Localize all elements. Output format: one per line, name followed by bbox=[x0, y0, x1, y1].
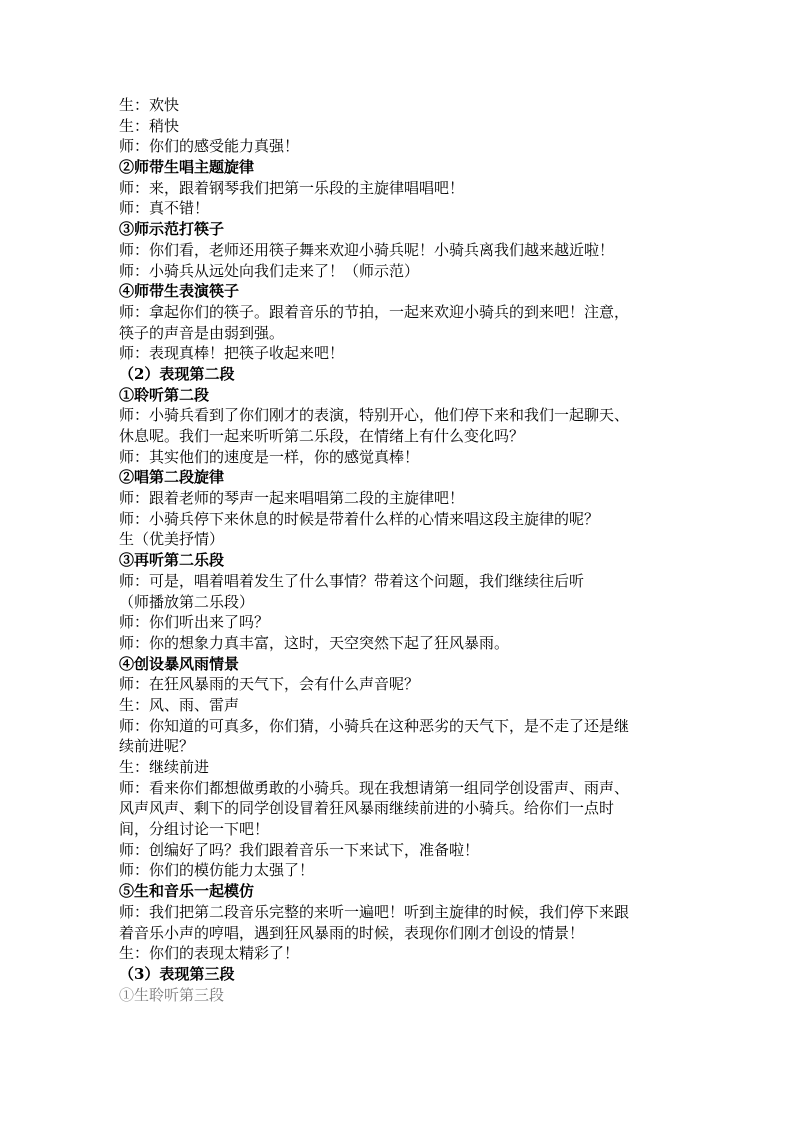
text-line: 续前进呢？ bbox=[119, 737, 195, 756]
text-line: 师：你们的感受能力真强！ bbox=[119, 137, 300, 156]
text-line: 师：我们把第二段音乐完整的来听一遍吧！听到主旋律的时候，我们停下来跟 bbox=[119, 902, 630, 921]
text-line: 师：创编好了吗？我们跟着音乐一下来试下，准备啦！ bbox=[119, 840, 480, 859]
text-line: 师：你们看，老师还用筷子舞来欢迎小骑兵呢！小骑兵离我们越来越近啦！ bbox=[119, 240, 615, 259]
text-line: 师：可是，唱着唱着发生了什么事情？带着这个问题，我们继续往后听 bbox=[119, 571, 585, 590]
step-heading: ②唱第二段旋律 bbox=[119, 468, 225, 487]
text-line: 筷子的声音是由弱到强。 bbox=[119, 323, 285, 342]
text-line: 风声风声、剩下的同学创设冒着狂风暴雨继续前进的小骑兵。给你们一点时 bbox=[119, 799, 615, 818]
text-line: 师：来，跟着钢琴我们把第一乐段的主旋律唱唱吧！ bbox=[119, 178, 465, 197]
step-heading: ②师带生唱主题旋律 bbox=[119, 158, 255, 177]
text-line: 师：你们的模仿能力太强了！ bbox=[119, 861, 315, 880]
text-line: 生：稍快 bbox=[119, 116, 180, 135]
text-line: 师：小骑兵从远处向我们走来了！（师示范） bbox=[119, 261, 420, 280]
text-line: 生：你们的表现太精彩了！ bbox=[119, 944, 300, 963]
text-line: 师：你的想象力真丰富，这时，天空突然下起了狂风暴雨。 bbox=[119, 633, 510, 652]
text-line: 师：小骑兵停下来休息的时候是带着什么样的心情来唱这段主旋律的呢？ bbox=[119, 509, 600, 528]
step-heading: ①生聆听第三段 bbox=[119, 985, 225, 1004]
step-heading: ①聆听第二段 bbox=[119, 385, 210, 404]
section-heading: （3）表现第三段 bbox=[119, 964, 235, 983]
text-line: 师：小骑兵看到了你们刚才的表演，特别开心，他们停下来和我们一起聊天、 bbox=[119, 406, 630, 425]
text-line: 生（优美抒情） bbox=[119, 530, 225, 549]
text-line: 间，分组讨论一下吧！ bbox=[119, 820, 270, 839]
text-line: 师：其实他们的速度是一样，你的感觉真棒！ bbox=[119, 447, 420, 466]
text-line: 生：风、雨、雷声 bbox=[119, 695, 240, 714]
text-line: 休息呢。我们一起来听听第二乐段，在情绪上有什么变化吗？ bbox=[119, 427, 525, 445]
step-heading: ③师示范打筷子 bbox=[119, 220, 225, 239]
text-line: 师：真不错！ bbox=[119, 199, 210, 218]
step-heading: ③再听第二乐段 bbox=[119, 551, 225, 570]
document-body bbox=[119, 95, 679, 1005]
text-line: 师：你知道的可真多，你们猜，小骑兵在这种恶劣的天气下，是不走了还是继 bbox=[119, 716, 630, 735]
text-line: （师播放第二乐段） bbox=[119, 592, 255, 611]
text-line: 师：跟着老师的琴声一起来唱唱第二段的主旋律吧！ bbox=[119, 489, 465, 508]
step-heading: ④创设暴风雨情景 bbox=[119, 654, 240, 673]
text-line: 师：你们听出来了吗？ bbox=[119, 613, 270, 632]
text-line: 生：欢快 bbox=[119, 96, 180, 114]
step-heading: ⑤生和音乐一起模仿 bbox=[119, 882, 255, 901]
section-heading: （2）表现第二段 bbox=[119, 364, 235, 383]
text-line: 师：在狂风暴雨的天气下，会有什么声音呢？ bbox=[119, 675, 420, 694]
text-line: 着音乐小声的哼唱，遇到狂风暴雨的时候，表现你们刚才创设的情景！ bbox=[119, 923, 585, 942]
text-line: 师：看来你们都想做勇敢的小骑兵。现在我想请第一组同学创设雷声、雨声、 bbox=[119, 778, 630, 797]
text-line: 师：表现真棒！把筷子收起来吧！ bbox=[119, 344, 345, 363]
text-line: 师：拿起你们的筷子。跟着音乐的节拍，一起来欢迎小骑兵的到来吧！注意， bbox=[119, 302, 630, 321]
text-line: 生：继续前进 bbox=[119, 758, 210, 776]
step-heading: ④师带生表演筷子 bbox=[119, 282, 240, 301]
